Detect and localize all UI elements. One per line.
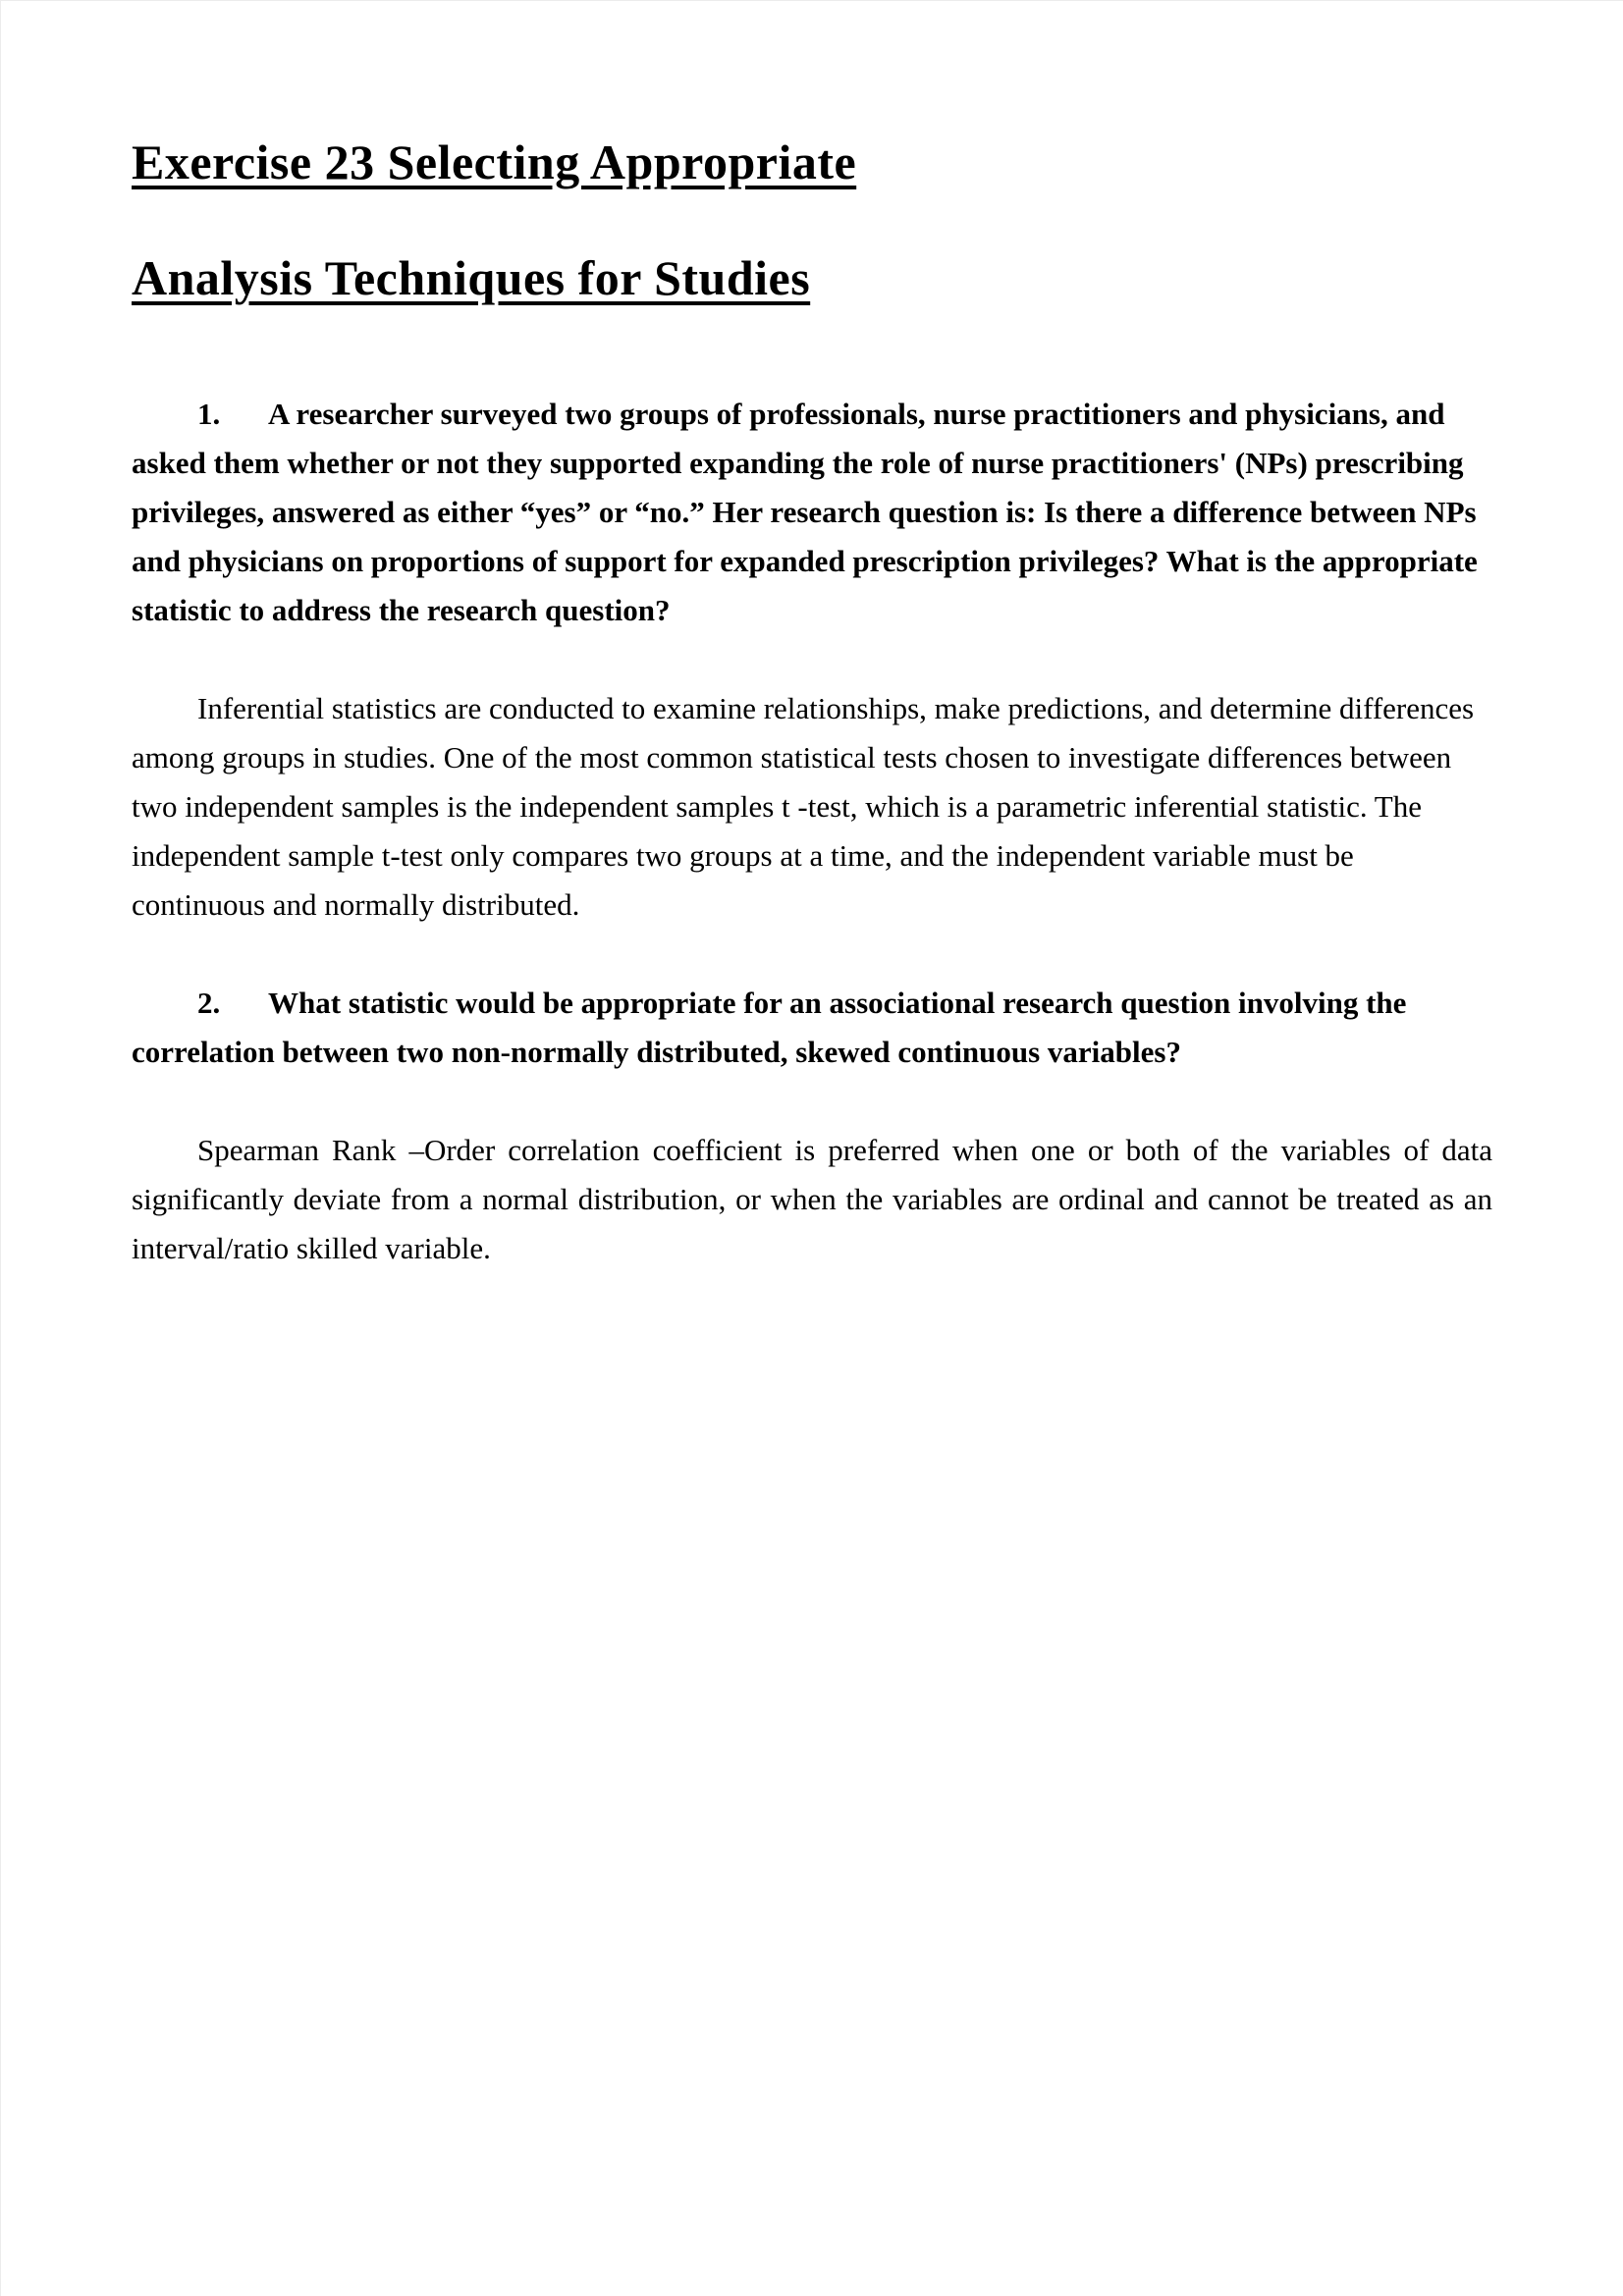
answer-2: Spearman Rank –Order correlation coefficient is preferred when one or both of the variables of data significantly deviate from a normal distribution, or when the variables are ordinal and cannot be treated as an interval/ratio skilled variable. [132,1133,1492,1265]
answer-1: Inferential statistics are conducted to examine relationships, make predictions, and determine differences among groups in studies. One of the most common statistical tests chosen to investigate differences between two independent samples is the independent samples t -test, which is a parametric inferential statistic. The independent sample t-test only compares two groups at a time, and the independent variable must be continuous and normally distributed. [132,691,1475,922]
document-title-line-1: Exercise 23 Selecting Appropriate [132,134,857,189]
document-title-line-2: Analysis Techniques for Studies [132,250,811,305]
question-2 [132,979,1492,1077]
document-title [132,104,1492,336]
question-1-number: 1. [197,397,221,431]
question-2-text: What statistic would be appropriate for an associational research question involving the correlation between two non-normally distributed, skewed continuous variables? [132,986,1407,1069]
question-1-text: A researcher surveyed two groups of professionals, nurse practitioners and physicians, and asked them whether or not they supported expanding the role of nurse practitioners' (NPs) prescribing privileges, answered as either “yes” or “no.” Her research question is: Is there a difference between NPs and physicians on proportions of support for expanded prescription privileges? What is the appropriate statistic to address the research question? [132,397,1478,627]
question-2-number: 2. [197,986,221,1020]
question-1 [132,390,1492,635]
